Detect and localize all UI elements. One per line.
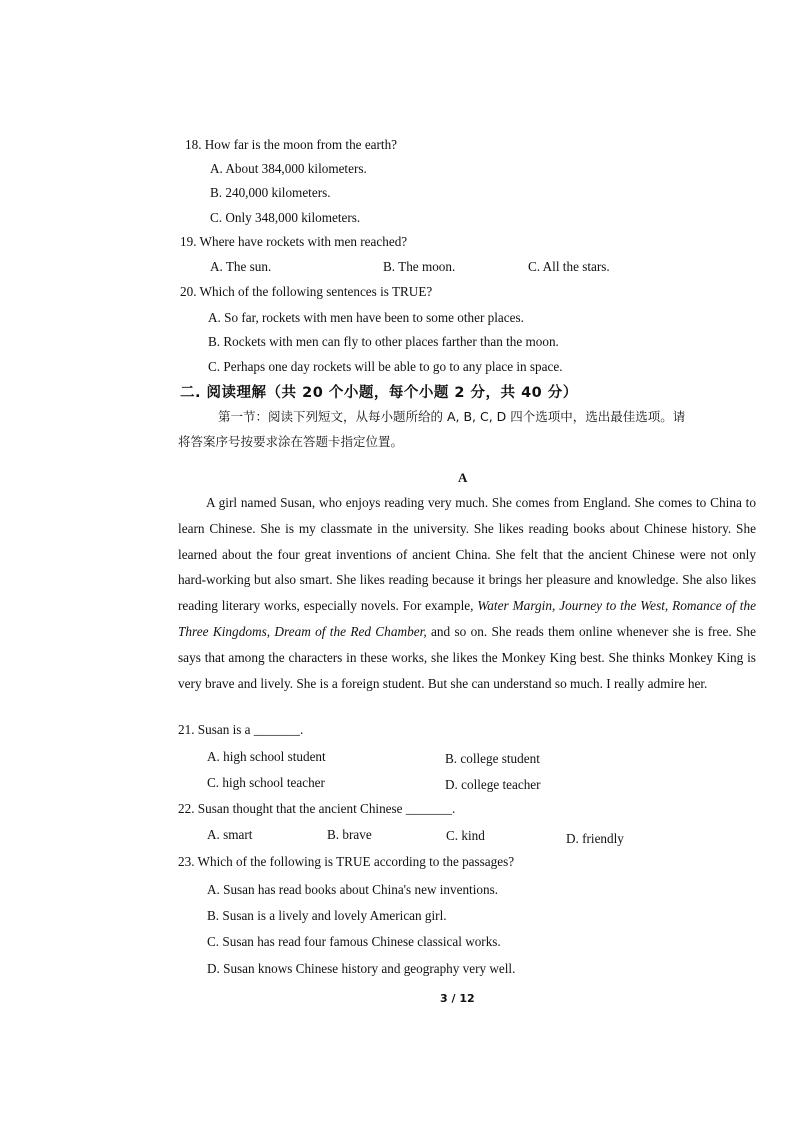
passage-text-part-2: and so on. She reads them online whenever she is free. She says that among the characters in these works, she likes the Monkey King best. She thinks Monkey King is very brave and lively. She is a foreign student. But she can understand so much. I really admire her.: [178, 623, 756, 691]
question-23-option-b: B. Susan is a lively and lovely American girl.: [207, 908, 447, 923]
question-23-option-d: D. Susan knows Chinese history and geography very well.: [207, 961, 516, 976]
question-23-option-a: A. Susan has read books about China's new inventions.: [207, 882, 499, 897]
question-22-option-b: B. brave: [327, 827, 372, 842]
question-20-option-b: B. Rockets with men can fly to other places farther than the moon.: [208, 334, 559, 349]
passage-works-titles: Water Margin, Journey to the West, Romance of the Three Kingdoms, Dream of the Red Chamber,: [178, 598, 757, 639]
question-21-option-a: A. high school student: [207, 749, 326, 764]
question-18-stem: 18. How far is the moon from the earth?: [185, 137, 398, 152]
page-number: 3 / 12: [440, 992, 475, 1005]
question-22-option-a: A. smart: [207, 827, 253, 842]
question-18-option-b: B. 240,000 kilometers.: [210, 185, 331, 200]
question-21-option-b: B. college student: [445, 751, 540, 766]
question-18-option-a: A. About 384,000 kilometers.: [210, 161, 367, 176]
question-22-stem: 22. Susan thought that the ancient Chinese _______.: [178, 801, 456, 816]
question-19-option-a: A. The sun.: [210, 259, 272, 274]
question-22-option-c: C. kind: [446, 828, 485, 843]
section-instruction-line-2: 将答案序号按要求涂在答题卡指定位置。: [178, 434, 404, 449]
question-21-option-d: D. college teacher: [445, 777, 541, 792]
question-19-option-c: C. All the stars.: [528, 259, 610, 274]
question-19-option-b: B. The moon.: [383, 259, 456, 274]
question-20-option-a: A. So far, rockets with men have been to some other places.: [208, 310, 524, 325]
question-22-option-d: D. friendly: [566, 831, 624, 846]
passage-body: [178, 490, 756, 696]
question-18-option-c: C. Only 348,000 kilometers.: [210, 210, 361, 225]
section-heading: 二. 阅读理解（共 20 个小题，每个小题 2 分，共 40 分）: [180, 385, 578, 401]
passage-text-part-1: A girl named Susan, who enjoys reading very much. She comes from England. She comes to China to learn Chinese. She is my classmate in the university. She likes reading books about Chinese history. She learned about the four great inventions of ancient China. She felt that the ancient Chinese were not only hard-working but also smart. She likes reading because it brings her pleasure and knowledge. She also likes reading literary works, especially novels. For example,: [178, 495, 756, 614]
question-21-option-c: C. high school teacher: [207, 775, 325, 790]
passage-title: A: [458, 470, 468, 485]
question-23-stem: 23. Which of the following is TRUE according to the passages?: [178, 854, 515, 869]
question-20-option-c: C. Perhaps one day rockets will be able to go to any place in space.: [208, 359, 563, 374]
question-19-stem: 19. Where have rockets with men reached?: [180, 234, 408, 249]
question-23-option-c: C. Susan has read four famous Chinese classical works.: [207, 934, 501, 949]
question-21-stem: 21. Susan is a _______.: [178, 722, 304, 737]
question-20-stem: 20. Which of the following sentences is TRUE?: [180, 284, 433, 299]
section-instruction-line-1: 第一节：阅读下列短文，从每小题所给的 A, B, C, D 四个选项中，选出最佳选项。请: [218, 409, 686, 424]
